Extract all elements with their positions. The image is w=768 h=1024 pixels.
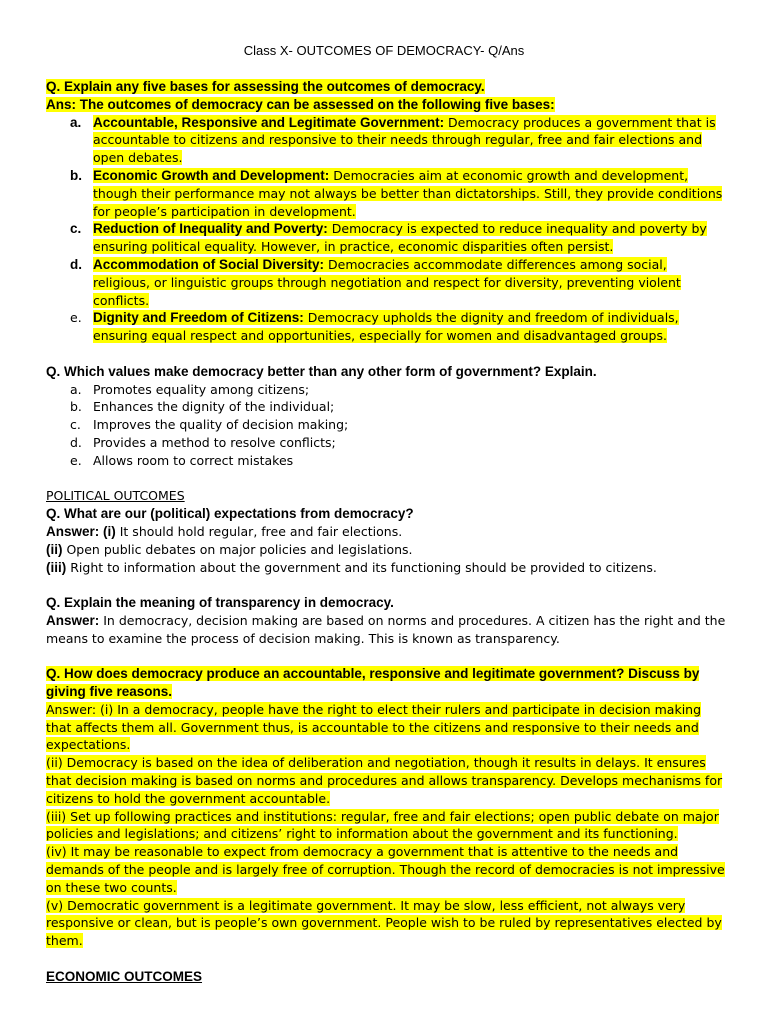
list-marker: d. [70, 434, 82, 450]
list-marker: a. [70, 114, 82, 130]
q5-answer-4: (iv) It may be reasonable to expect from democracy a government that is attentive to the needs and demands of the people and is largely free of corruption. Though the record of democracies is not impressive on these two counts. [46, 844, 725, 895]
item-heading: Dignity and Freedom of Citizens: [93, 310, 304, 326]
list-item [46, 256, 726, 309]
item-text: Democracy produces a government that is accountable to citizens and responsive to their needs through regular, free and fair elections and open debates. [93, 114, 716, 166]
list-marker: e. [70, 452, 82, 468]
item-text: Allows room to correct mistakes [93, 452, 294, 468]
section-heading-political: POLITICAL OUTCOMES [46, 488, 185, 504]
list-item [46, 416, 726, 434]
item-text: Democracies aim at economic growth and development, though their performance may not always be better than dictatorships. Still, they provide conditions for people’s participation in development. [93, 167, 723, 219]
q3-answer-line-2: (ii) Open public debates on major policies and legislations. [46, 541, 413, 557]
list-item [46, 434, 726, 452]
q3-answer-line-3: (iii) Right to information about the government and its functioning should be provided to citizens. [46, 559, 657, 575]
list-item [46, 381, 726, 399]
list-item [46, 309, 726, 345]
q5-answer-2: (ii) Democracy is based on the idea of deliberation and negotiation, though it results in delays. It ensures that decision making is based on norms and procedures and allows transparency. Develops mechanisms for citizens to hold the government accountable. [46, 755, 723, 806]
list-marker: a. [70, 381, 82, 397]
item-text: Enhances the dignity of the individual; [93, 399, 335, 415]
list-marker: c. [70, 417, 81, 433]
list-item [46, 452, 726, 470]
item-heading: Accountable, Responsive and Legitimate Government: [93, 114, 445, 130]
item-text: Provides a method to resolve conflicts; [93, 434, 336, 450]
list-marker: e. [70, 310, 82, 326]
list-item [46, 220, 726, 256]
q5-answer-3: (iii) Set up following practices and institutions: regular, free and fair elections; open public debate on major policies and legislations; and citizens’ right to information about the government and its functioning. [46, 808, 719, 842]
item-text: Promotes equality among citizens; [93, 381, 310, 397]
item-text: Democracy is expected to reduce inequality and poverty by ensuring political equality. However, in practice, economic disparities often persist. [93, 221, 707, 255]
q2-list [46, 381, 726, 470]
q3-question: Q. What are our (political) expectations from democracy? [46, 506, 414, 522]
list-item [46, 167, 726, 220]
item-heading: Accommodation of Social Diversity: [93, 256, 325, 272]
document-body [46, 78, 726, 986]
list-marker: b. [70, 167, 82, 183]
item-heading: Economic Growth and Development: [93, 167, 330, 183]
q5-answer-5: (v) Democratic government is a legitimate government. It may be slow, less efficient, not always very responsive or clean, but is people’s own government. People wish to be ruled by representatives elected by them. [46, 897, 722, 949]
list-item [46, 114, 726, 167]
q1-list [46, 114, 726, 345]
q2-question: Q. Which values make democracy better than any other form of government? Explain. [46, 363, 597, 379]
q4-question: Q. Explain the meaning of transparency in democracy. [46, 595, 394, 611]
q5-answer-1: Answer: (i) In a democracy, people have the right to elect their rulers and participate in decision making that affects them all. Government thus, is accountable to the citizens and responsive to their needs and expectations. [46, 701, 702, 753]
item-text: Democracy upholds the dignity and freedom of individuals, ensuring equal respect and opportunities, especially for women and disadvantaged groups. [93, 310, 679, 344]
list-marker: b. [70, 399, 82, 415]
item-text: Democracies accommodate differences among social, religious, or linguistic groups through negotiation and respect for diversity, preventing violent conflicts. [93, 256, 681, 308]
section-heading-economic: ECONOMIC OUTCOMES [46, 968, 203, 984]
item-text: Improves the quality of decision making; [93, 417, 349, 433]
q5-question: Q. How does democracy produce an accountable, responsive and legitimate government? Discuss by giving five reasons. [46, 666, 700, 700]
list-marker: d. [70, 256, 82, 272]
q3-answer-line-1: Answer: (i) It should hold regular, free and fair elections. [46, 523, 403, 539]
document-title: Class X- OUTCOMES OF DEMOCRACY- Q/Ans [243, 43, 525, 58]
list-item [46, 398, 726, 416]
item-heading: Reduction of Inequality and Poverty: [93, 221, 328, 237]
list-marker: c. [70, 221, 82, 237]
q1-question: Q. Explain any five bases for assessing the outcomes of democracy. [46, 79, 485, 94]
q4-answer: Answer: In democracy, decision making are based on norms and procedures. A citizen has the right and the means to examine the process of decision making. This is known as transparency. [46, 612, 726, 646]
q1-answer: Ans: The outcomes of democracy can be assessed on the following five bases: [46, 96, 555, 112]
